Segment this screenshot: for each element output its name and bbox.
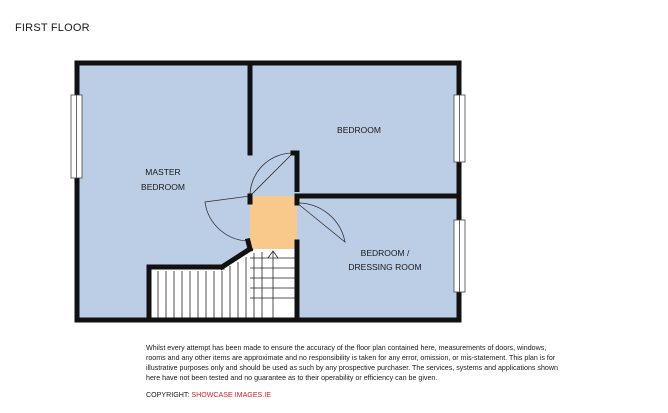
- dressing-room-label-line1: BEDROOM /: [360, 248, 410, 258]
- floor-title: FIRST FLOOR: [15, 22, 90, 34]
- disclaimer-text: Whilst every attempt has been made to ensure the accuracy of the floor plan contained here, measurements of doors, windows, rooms and any other items are approximate and no responsibility is taken for any error, omission, or mis-statement. This plan is for illustrative purposes only and should be used as such by any prospective purchaser. The services, systems and applications shown here have not been tested and no guarantee as to their operability or efficiency can be given.: [146, 344, 558, 382]
- copyright-line: [146, 391, 271, 399]
- bedroom-label: BEDROOM: [337, 125, 381, 135]
- landing: [250, 196, 297, 249]
- copyright-label: COPYRIGHT:: [146, 391, 190, 399]
- copyright-brand-link[interactable]: SHOWCASE IMAGES.IE: [191, 391, 271, 399]
- master-bedroom-label-line2: BEDROOM: [141, 182, 185, 192]
- dressing-room-label-line2: DRESSING ROOM: [348, 262, 422, 272]
- master-bedroom-label-line1: MASTER: [145, 167, 181, 177]
